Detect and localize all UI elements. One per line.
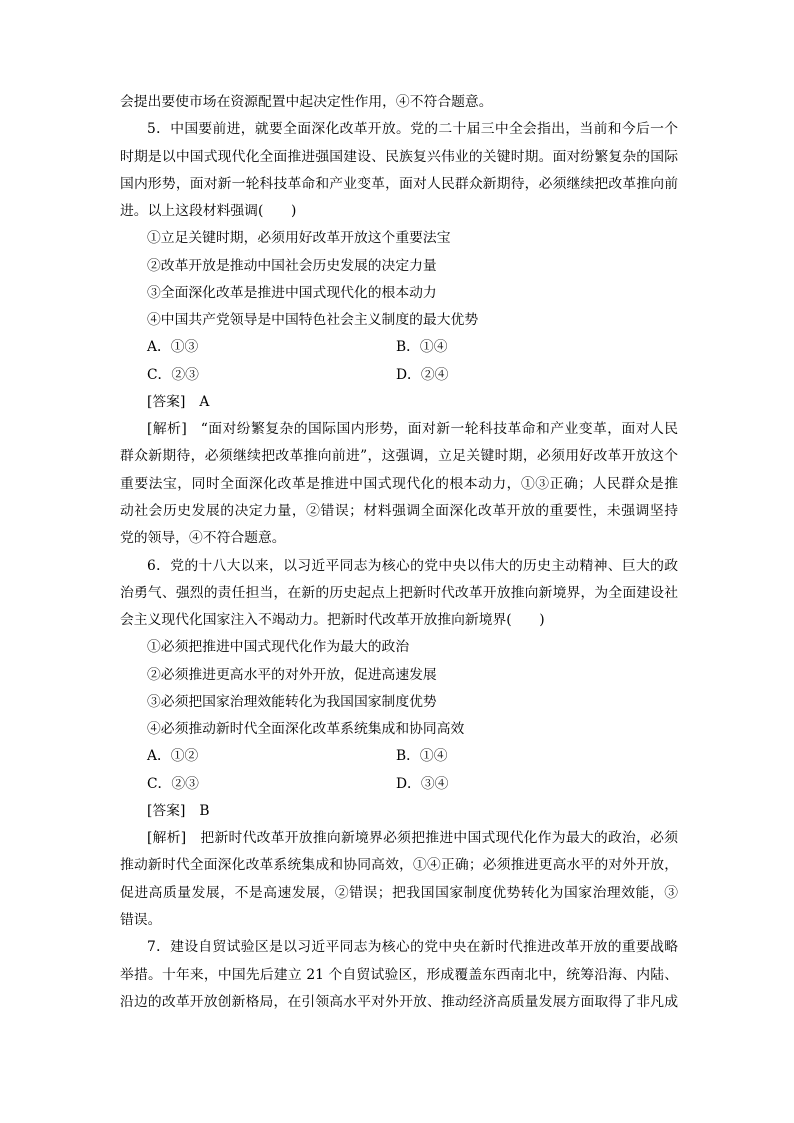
analysis-line: [120, 825, 678, 852]
analysis-line: 党的领导，④不符合题意。: [120, 530, 286, 547]
analysis-line: 群众新期待，必须继续把改革推向前进”，这强调，立足关键时期，必须用好改革开放这个: [120, 448, 678, 465]
question-stem-line: 会主义现代化国家注入不竭动力。把新时代改革开放推向新境界( ): [120, 612, 545, 629]
statement-3: ③全面深化改革是推进中国式现代化的根本动力: [147, 284, 437, 301]
text-body: [120, 89, 678, 1016]
statement-2: ②必须推进更高水平的对外开放，促进高速发展: [147, 666, 437, 683]
choice-c: C．②③: [147, 366, 199, 383]
choice-row: [120, 743, 678, 770]
choice-a: A．①③: [147, 339, 199, 356]
choice-d: D．②④: [396, 366, 449, 383]
analysis-line: 推动新时代全面深化改革系统集成和协同高效，①④正确；必须推进更高水平的对外开放，: [120, 857, 678, 874]
analysis-text: 把新时代改革开放推向新境界必须把推进中国式现代化作为最大的政治，必须: [200, 830, 678, 847]
statement-1: ①立足关键时期，必须用好改革开放这个重要法宝: [147, 230, 451, 247]
statement-3: ③必须把国家治理效能转化为我国国家制度优势: [147, 693, 437, 710]
answer-label: [答案]: [147, 393, 186, 410]
continuation-line: 会提出要使市场在资源配置中起决定性作用，④不符合题意。: [120, 94, 493, 110]
analysis-line: [120, 416, 678, 443]
statement-2: ②改革开放是推动中国社会历史发展的决定力量: [147, 257, 437, 274]
analysis-line: 重要法宝，同时全面深化改革是推进中国式现代化的根本动力，①③正确；人民群众是推: [120, 475, 678, 492]
choice-d: D．③④: [396, 775, 449, 792]
choice-row: [120, 362, 678, 389]
question-stem-line: 进。以上这段材料强调( ): [120, 203, 297, 220]
analysis-line: 促进高质量发展，不是高速发展，②错误；把我国国家制度优势转化为国家治理效能，③: [120, 884, 678, 901]
question-stem-line: 5．中国要前进，就要全面深化改革开放。党的二十届三中全会指出，当前和今后一个: [147, 121, 678, 138]
statement-4: ④中国共产党领导是中国特色社会主义制度的最大优势: [147, 312, 479, 329]
question-stem-line: 治勇气、强烈的责任担当，在新的历史起点上把新时代改革开放推向新境界，为全面建设社: [120, 584, 678, 601]
question-stem-line: 时期是以中国式现代化全面推进强国建设、民族复兴伟业的关键时期。面对纷繁复杂的国际: [120, 148, 678, 165]
analysis-line: 错误。: [120, 911, 162, 928]
question-7: [120, 934, 678, 1016]
choice-b: B．①④: [396, 339, 448, 356]
analysis-text: “面对纷繁复杂的国际国内形势，面对新一轮科技革命和产业变革，面对人民: [200, 421, 678, 438]
analysis-label: [解析]: [147, 830, 187, 847]
question-6: [120, 553, 678, 935]
question-stem-line: 7．建设自贸试验区是以习近平同志为核心的党中央在新时代推进改革开放的重要战略: [147, 939, 678, 956]
choice-b: B．①④: [396, 748, 448, 765]
analysis-label: [解析]: [147, 421, 187, 438]
question-stem-line: 沿边的改革开放创新格局，在引领高水平对外开放、推动经济高质量发展方面取得了非凡成: [120, 993, 678, 1010]
analysis-line: 动社会历史发展的决定力量，②错误；材料强调全面深化改革开放的重要性，未强调坚持: [120, 502, 678, 519]
answer-label: [答案]: [147, 802, 186, 819]
question-stem-line: 6．党的十八大以来，以习近平同志为核心的党中央以伟大的历史主动精神、巨大的政: [147, 557, 678, 574]
question-5: [120, 116, 678, 552]
statement-1: ①必须把推进中国式现代化作为最大的政治: [147, 639, 410, 656]
answer-value: A: [199, 393, 210, 410]
choice-a: A．①②: [147, 748, 199, 765]
choice-row: [120, 334, 678, 361]
question-stem-line: 国内形势，面对新一轮科技革命和产业变革，面对人民群众新期待，必须继续把改革推向前: [120, 175, 678, 192]
answer-value: B: [199, 802, 210, 819]
answer-line: [120, 798, 678, 825]
answer-line: [120, 389, 678, 416]
statement-4: ④必须推动新时代全面深化改革系统集成和协同高效: [147, 721, 465, 738]
choice-c: C．②③: [147, 775, 199, 792]
question-stem-line: 举措。十年来，中国先后建立 21 个自贸试验区，形成覆盖东西南北中，统筹沿海、内陆、: [120, 966, 678, 983]
choice-row: [120, 771, 678, 798]
